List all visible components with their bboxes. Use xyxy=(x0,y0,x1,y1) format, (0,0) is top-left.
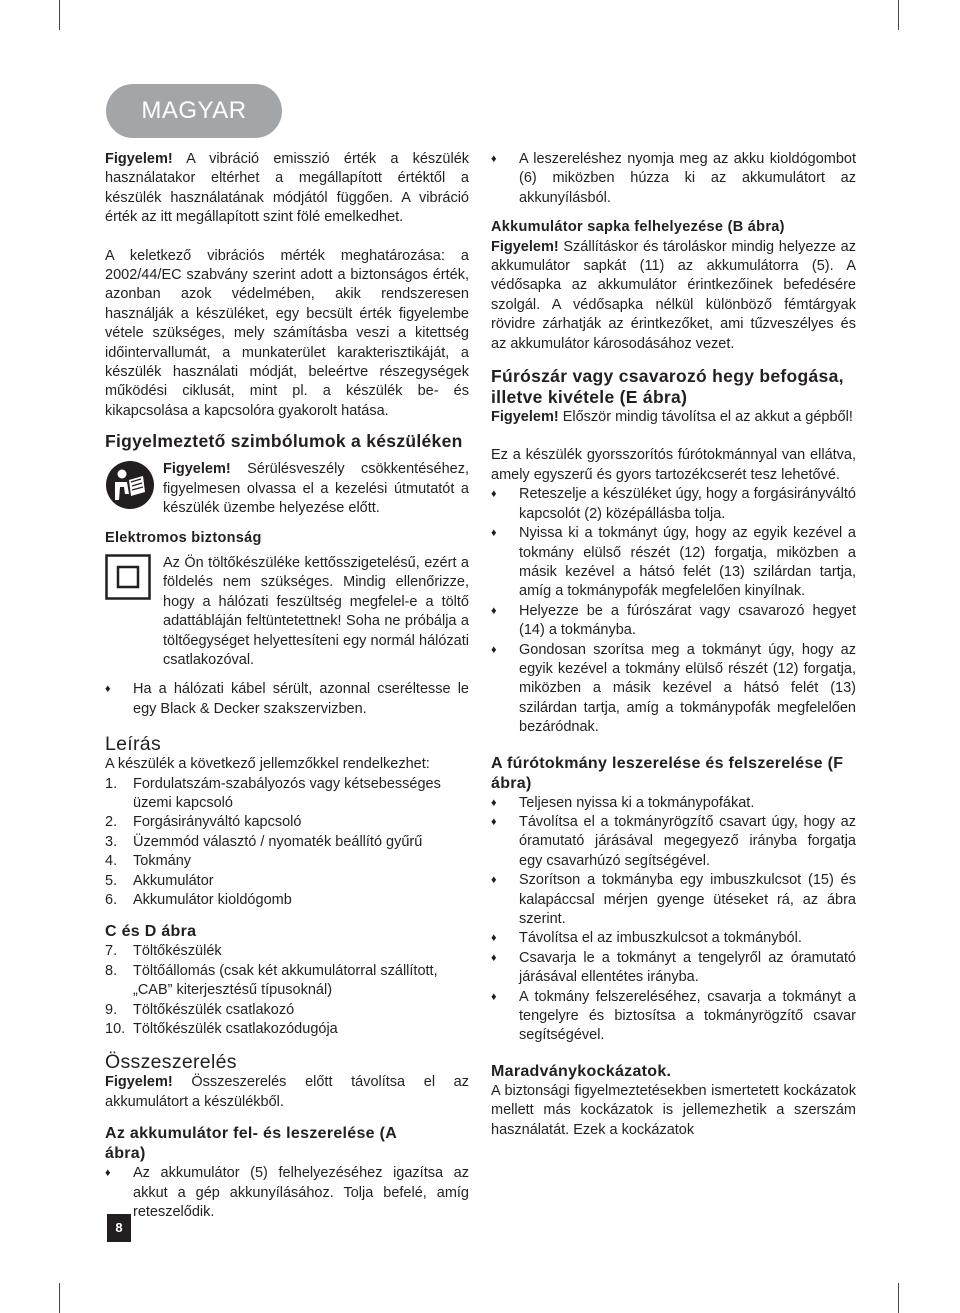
diamond-bullet-icon: ♦ xyxy=(491,932,497,945)
list-item-text: Akkumulátor kioldógomb xyxy=(133,892,292,908)
battery-removal-list xyxy=(491,150,856,208)
list-item-text: Üzemmód választó / nyomaték beállító gyűrű xyxy=(133,833,423,850)
remove-heading: A fúrótokmány leszerelése és felszerelése (F ábra) xyxy=(491,754,844,792)
list-item xyxy=(105,1164,469,1222)
double-insulation-icon xyxy=(105,554,163,612)
list-item xyxy=(105,1001,469,1020)
list-item-text: Helyezze be a fúrószárat vagy csavarozó hegyet (14) a tokmányba. xyxy=(519,602,856,639)
warning-label: Figyelem! xyxy=(163,461,231,478)
page-number: 8 xyxy=(107,1214,131,1242)
list-item xyxy=(105,942,469,961)
list-item-number: 2. xyxy=(105,814,118,831)
list-item xyxy=(491,929,856,948)
list-item xyxy=(105,962,469,1001)
remove-bullet-list xyxy=(491,794,856,1046)
list-item xyxy=(491,794,856,813)
diamond-bullet-icon: ♦ xyxy=(491,604,497,617)
bit-heading: Fúrószár vagy csavarozó hegy befogása, illetve kivétele (E ábra) xyxy=(491,366,844,408)
diamond-bullet-icon: ♦ xyxy=(491,643,497,656)
list-item xyxy=(105,833,469,852)
diamond-bullet-icon: ♦ xyxy=(491,488,497,501)
warning-text: A vibráció emisszió érték a készülék használatakor eltérhet a megállapított értéktől a készülék használatának módjától függően. A vibráció érték az itt megállapított szint fölé emelkedhet. xyxy=(105,151,470,226)
list-item-text: Töltőkészülék csatlakozódugója xyxy=(133,1021,338,1038)
list-item-text: Töltőkészülék xyxy=(133,943,222,960)
list-item xyxy=(491,871,856,929)
diamond-bullet-icon: ♦ xyxy=(491,990,497,1003)
right-column xyxy=(491,150,856,1140)
list-item xyxy=(105,1020,469,1039)
residual-text: A biztonsági figyelmeztetésekben ismertetett kockázatok mellett más kockázatok is jellemezhetik a szerszám használatát. Ezek a kockázatok xyxy=(491,1082,856,1138)
electrical-row xyxy=(105,554,469,670)
list-item-number: 5. xyxy=(105,872,118,889)
assembly-heading: Összeszerelés xyxy=(105,1051,237,1074)
diamond-bullet-icon: ♦ xyxy=(491,527,497,540)
crop-mark-bottom-left xyxy=(59,1283,60,1313)
warning-label: Figyelem! xyxy=(491,409,559,426)
list-item xyxy=(491,602,856,641)
assembly-warning xyxy=(105,1073,469,1112)
diamond-bullet-icon: ♦ xyxy=(491,951,497,964)
list-item xyxy=(491,949,856,988)
list-item-text: Töltőkészülék csatlakozó xyxy=(133,1001,295,1018)
diamond-bullet-icon: ♦ xyxy=(105,683,111,696)
electrical-text: Az Ön töltőkészüléke kettősszigetelésű, ezért a földelés nem szükséges. Mindig ellenőrizze, hogy a hálózati feszültség megfelel-e a töltő adattábláján feltüntetettnek! Soha ne próbálja a töltőegységet helyettesíteni egy normál hálózati csatlakozóval. xyxy=(163,554,469,668)
cable-bullet-list xyxy=(105,680,469,719)
crop-mark-bottom-right xyxy=(898,1283,899,1313)
list-item-text: Akkumulátor xyxy=(133,872,214,889)
list-item-number: 7. xyxy=(105,943,118,960)
list-item-text: Teljesen nyissa ki a tokmánypofákat. xyxy=(519,794,755,811)
warning-label: Figyelem! xyxy=(105,151,173,167)
list-item-number: 8. xyxy=(105,962,118,979)
battery-heading: Az akkumulátor fel- és leszerelése (A ábra) xyxy=(105,1125,397,1163)
bit-warning xyxy=(491,408,856,427)
chuck-paragraph: Ez a készülék gyorsszorítós fúrótokmánnyal van ellátva, amely egyszerű és gyors tartozékcserét tesz lehetővé. xyxy=(491,447,856,483)
list-item xyxy=(105,813,469,832)
warning-text: Először mindig távolítsa el az akkut a gépből! xyxy=(562,409,853,426)
symbols-warning-text xyxy=(163,460,469,518)
list-item xyxy=(105,891,469,910)
warning-text: Összeszerelés előtt távolítsa el az akkumulátort a készülékből. xyxy=(105,1074,470,1110)
list-item-text: Az akkumulátor (5) felhelyezéséhez igazítsa az akkut a gép akkunyílásához. Tolja befelé, amíg reteszelődik. xyxy=(133,1165,469,1221)
symbols-heading: Figyelmeztető szimbólumok a készüléken xyxy=(105,431,463,452)
description-heading: Leírás xyxy=(105,733,161,756)
left-column xyxy=(105,150,469,1222)
list-item xyxy=(105,680,469,719)
list-item xyxy=(491,813,856,871)
cap-warning xyxy=(491,238,856,354)
crop-mark-top-right xyxy=(898,0,899,30)
list-item-number: 10. xyxy=(105,1021,126,1038)
charger-parts-list xyxy=(105,942,469,1039)
list-item-text: A tokmány felszereléséhez, csavarja a tokmányt a tengelyre és biztosítsa a tokmányrögzítő csavar segítségével. xyxy=(519,988,856,1044)
list-item-text: Töltőállomás (csak két akkumulátorral szállított, „CAB” kiterjesztésű típusoknál) xyxy=(133,962,438,999)
diamond-bullet-icon: ♦ xyxy=(491,815,497,828)
warning-label: Figyelem! xyxy=(491,238,559,255)
list-item xyxy=(105,872,469,891)
list-item-text: Forgásirányváltó kapcsoló xyxy=(133,814,302,831)
vibration-paragraph: A keletkező vibrációs mérték meghatározása: a 2002/44/EC szabvány szerint adott a biztonságos érték, azonban azok védelmében, akik rendszeresen használják a készüléket, egy becsült érték figyelembe vétele szükséges, mely számításba veszi a kitettség időintervallumát, a munkaterület karakterisztikáját, a készülék használati módját, beleértve részegységek működési ciklusát, mint pl. a készülék be- és kikapcsolása a kapcsolóra gyakorolt hatása. xyxy=(105,247,469,419)
figure-heading: C és D ábra xyxy=(105,923,197,941)
features-list xyxy=(105,775,469,911)
list-item-number: 1. xyxy=(105,775,118,792)
list-item-text: Nyissa ki a tokmányt úgy, hogy az egyik kezével a tokmány elülső részét (12) forgatja, miközben a másik kezével a hátsó felét (13) szilárdan tartja, amíg a tokmánypofák megfelelően kinyílnak. xyxy=(519,525,856,600)
list-item-text: Tokmány xyxy=(133,853,192,870)
list-item xyxy=(105,852,469,871)
list-item-text: Ha a hálózati kábel sérült, azonnal cseréltesse le egy Black & Decker szakszervizben. xyxy=(133,681,469,717)
battery-bullet-list xyxy=(105,1164,469,1222)
residual-heading: Maradványkockázatok. xyxy=(491,1062,672,1080)
diamond-bullet-icon: ♦ xyxy=(105,1167,111,1180)
list-item-number: 4. xyxy=(105,853,118,870)
diamond-bullet-icon: ♦ xyxy=(491,153,497,165)
warning-text: Szállításkor és tároláskor mindig helyezze az akkumulátor sapkát (11) az akkumulátorra (5). A védősapka az akkumulátor érintkezőinek befedésére szolgál. A védősapka nélkül különböző fémtárgyak rövidre zárhatják az érintkezőket, ami tűzveszélyes és az akkumulátor károsodásához vezet. xyxy=(491,238,856,352)
chuck-bullet-list xyxy=(491,485,856,737)
warning-label: Figyelem! xyxy=(105,1074,173,1091)
list-item xyxy=(491,988,856,1046)
warning-text: Sérülésveszély csökkentéséhez, figyelmesen olvassa el a kezelési útmutatót a készülék üzembe helyezése előtt. xyxy=(163,461,469,517)
list-item-number: 3. xyxy=(105,833,118,850)
symbols-warning-row xyxy=(105,460,469,518)
list-item xyxy=(491,641,856,738)
cap-heading: Akkumulátor sapka felhelyezése (B ábra) xyxy=(491,219,785,236)
list-item-text: Csavarja le a tokmányt a tengelyről az óramutató járásával ellentétes irányba. xyxy=(519,949,856,986)
crop-mark-top-left xyxy=(59,0,60,30)
list-item-number: 9. xyxy=(105,1001,118,1018)
diamond-bullet-icon: ♦ xyxy=(491,874,497,887)
list-item xyxy=(105,775,469,814)
read-manual-icon xyxy=(105,460,163,518)
diamond-bullet-icon: ♦ xyxy=(491,796,497,809)
list-item-number: 6. xyxy=(105,892,118,908)
list-item xyxy=(491,524,856,602)
list-item xyxy=(491,485,856,524)
list-item-text: Gondosan szorítsa meg a tokmányt úgy, hogy az egyik kezével a tokmány elülső részét (12) forgatja, miközben a másik kezével a hátsó felét (13) szilárdan tartja, amíg a tokmánypofák megfelelően bezáródnak. xyxy=(519,641,856,736)
list-item-text: Reteszelje a készüléket úgy, hogy a forgásirányváltó kapcsolót (2) középállásba tolja. xyxy=(519,486,856,522)
list-item-text: Távolítsa el a tokmányrögzítő csavart úgy, hogy az óramutató járásával megegyező irányba forgatja egy csavarhúzó segítségével. xyxy=(519,813,856,869)
list-item-text: Szorítson a tokmányba egy imbuszkulcsot (15) és kalapáccsal mérjen gyenge ütéseket rá, az ábra szerint. xyxy=(519,872,856,927)
language-tab: MAGYAR xyxy=(106,84,282,138)
list-item-text: A leszereléshez nyomja meg az akku kioldógombot (6) miközben húzza ki az akkumulátort az akkunyílásból. xyxy=(519,151,856,206)
list-item-text: Fordulatszám-szabályozós vagy kétsebességes üzemi kapcsoló xyxy=(133,775,441,811)
vibration-warning xyxy=(105,150,469,228)
description-intro: A készülék a következő jellemzőkkel rendelkezhet: xyxy=(105,756,430,773)
list-item xyxy=(491,150,856,208)
list-item-text: Távolítsa el az imbuszkulcsot a tokmányból. xyxy=(519,930,802,947)
electrical-heading: Elektromos biztonság xyxy=(105,529,262,546)
